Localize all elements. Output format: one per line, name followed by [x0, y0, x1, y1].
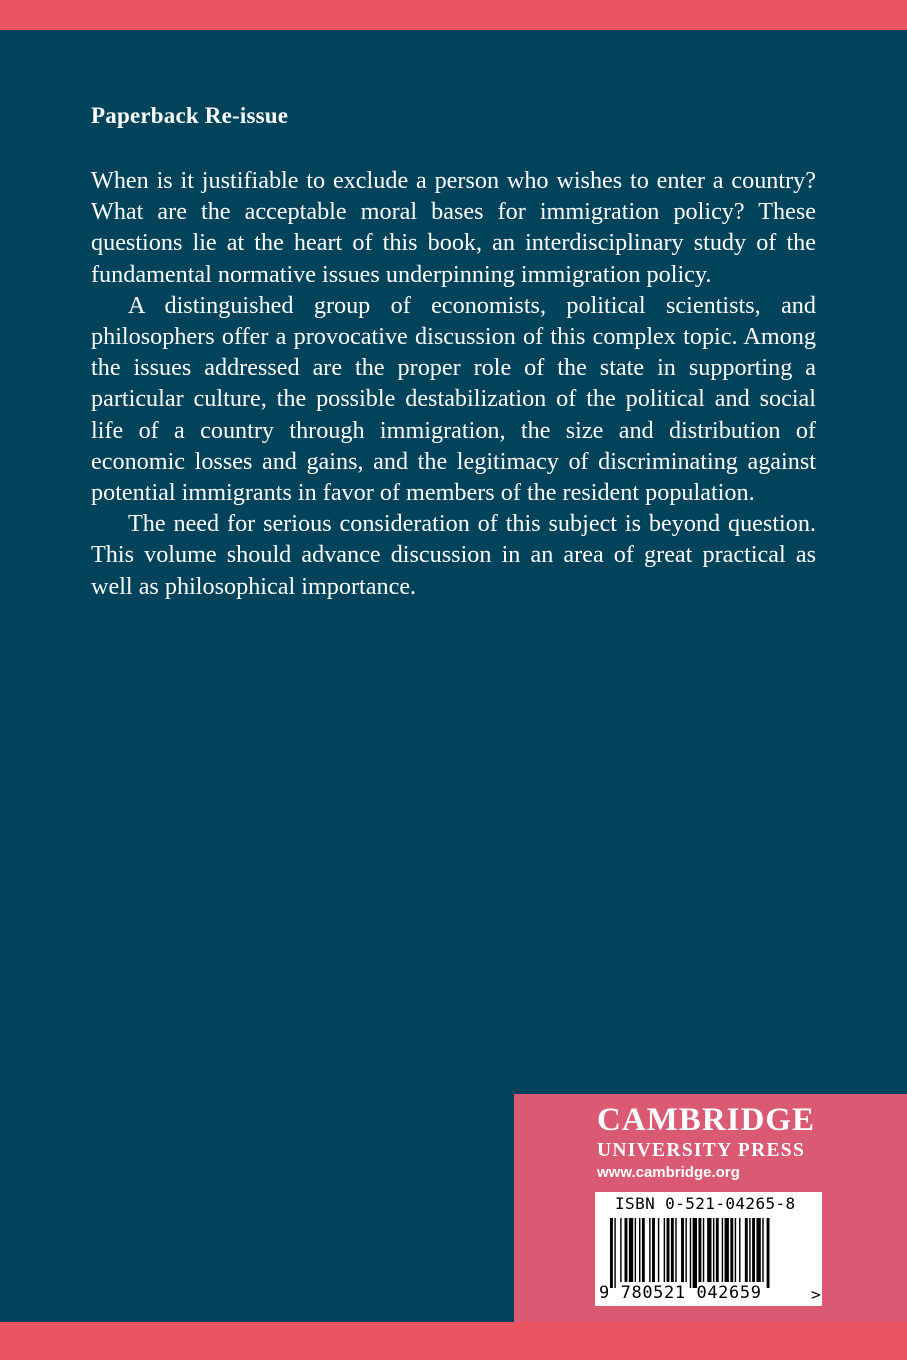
- barcode-bar: [635, 1218, 636, 1282]
- blurb-paragraph-1: When is it justifiable to exclude a person who wishes to enter a country? What are the acceptable moral bases for immigration policy? These questions lie at the heart of this book, an interdisciplinary study of the fundamental normative issues underpinning immigration policy.: [91, 167, 816, 288]
- barcode-bar: [749, 1218, 750, 1282]
- barcode-chevron: >: [811, 1285, 821, 1304]
- barcode-bar: [685, 1218, 686, 1282]
- barcode-bar: [762, 1218, 763, 1282]
- barcode-bar: [664, 1218, 665, 1282]
- publisher-name: CAMBRIDGE: [597, 1102, 816, 1138]
- barcode-bar: [681, 1218, 684, 1282]
- bottom-color-band: [0, 1322, 907, 1360]
- isbn-label: ISBN 0-521-04265-8: [615, 1194, 796, 1213]
- barcode-bar: [722, 1218, 723, 1282]
- barcode-bar: [649, 1218, 650, 1282]
- barcode-bar: [698, 1218, 701, 1282]
- barcode-bar: [693, 1218, 697, 1288]
- reissue-heading: Paperback Re-issue: [91, 103, 289, 128]
- publisher-url: www.cambridge.org: [597, 1164, 740, 1181]
- barcode-bar: [620, 1218, 621, 1282]
- barcode-bar: [716, 1218, 719, 1282]
- barcode-bar: [639, 1218, 640, 1282]
- book-blurb: [91, 165, 816, 602]
- barcode-bar: [652, 1218, 655, 1282]
- barcode-bar: [625, 1218, 628, 1282]
- barcode-bar: [713, 1218, 714, 1282]
- publisher-subtitle: UNIVERSITY PRESS: [597, 1140, 806, 1161]
- barcode-bar: [767, 1218, 770, 1288]
- barcode-bar: [642, 1218, 645, 1282]
- barcode-bar: [610, 1218, 613, 1288]
- blurb-paragraph-2: A distinguished group of economists, political scientists, and philosophers offer a provocative discussion of this complex topic. Among the issues addressed are the proper role of the state in supporting a particular culture, the possible destabilization of the political and social life of a country through immigration, the size and distribution of economic losses and gains, and the legitimacy of discriminating against potential immigrants in favor of members of the resident population.: [91, 291, 816, 507]
- barcode-bar: [614, 1218, 615, 1288]
- barcode-bar: [739, 1218, 740, 1282]
- blurb-paragraph-3: The need for serious consideration of this subject is beyond question. This volume should advance discussion in an area of great practical as well as philosophical importance.: [91, 510, 816, 600]
- barcode-bar: [730, 1218, 733, 1282]
- barcode-bar: [690, 1218, 691, 1288]
- barcode-bar: [725, 1218, 729, 1282]
- ean-number: 9 780521 042659: [599, 1283, 762, 1303]
- barcode-bar: [735, 1218, 736, 1282]
- top-color-band: [0, 0, 907, 30]
- publisher-box: [514, 1094, 907, 1322]
- barcode-bar: [745, 1218, 748, 1282]
- barcode-bar: [675, 1218, 676, 1282]
- barcode-bar: [629, 1218, 633, 1282]
- barcode-bar: [658, 1218, 659, 1282]
- barcode-bars: [610, 1218, 810, 1288]
- barcode-bar: [707, 1218, 711, 1282]
- barcode-bar: [703, 1218, 704, 1282]
- barcode-panel: [595, 1192, 822, 1306]
- barcode-bar: [667, 1218, 670, 1282]
- barcode-bar: [671, 1218, 674, 1282]
- barcode-bar: [752, 1218, 755, 1282]
- barcode-bar: [756, 1218, 760, 1282]
